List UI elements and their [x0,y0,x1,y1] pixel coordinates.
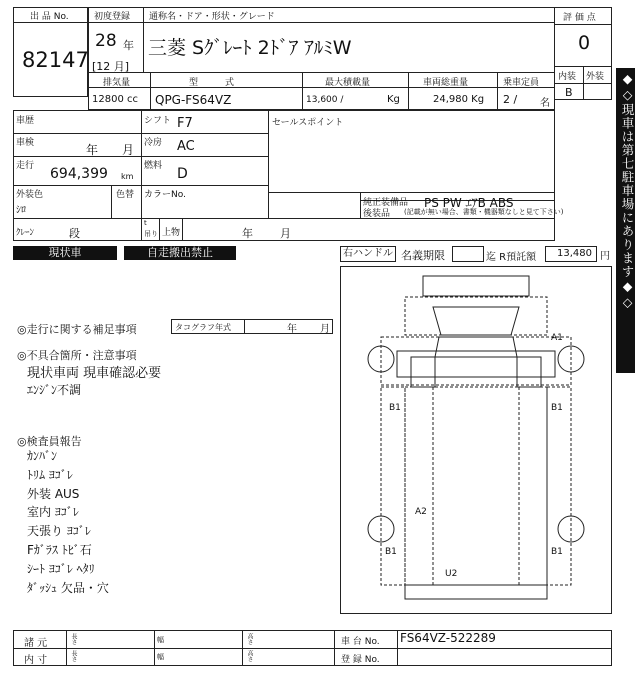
upper-year: 年 [242,227,253,240]
max-load-label: 最大積載量 [325,78,371,88]
equipment-label: 純正装備品 [363,198,409,208]
grade-box [554,7,612,100]
right-hand-box: 右ハンドル [340,246,396,262]
inspection-year: 年 [86,143,99,157]
max-load-unit: Kg [387,94,400,105]
first-reg-year: 28 [95,31,117,51]
width-label: 幅 [157,653,164,661]
inner-row-label: 内 寸 [24,655,48,666]
tacho-label: タコグラフ年式 [175,323,231,332]
details-block [13,110,564,241]
vehicle-name-label: 通称名・ドア・形状・グレード [149,12,275,22]
grade-value: 0 [578,32,591,54]
name-change-label: 名義期限 [401,249,445,262]
color-code-label: カラーNo. [144,190,186,200]
spec-row-label: 諸 元 [24,638,48,649]
lot-label: 出 品 No. [30,12,69,22]
damage-mark: B1 [385,547,397,557]
first-reg-year-suffix: 年 [123,39,134,52]
shift: F7 [177,116,193,131]
chassis-label: 車 台 No. [341,637,380,647]
vehicle-name-box [143,7,555,73]
crane-hanging: 吊り [144,230,158,238]
color: ｼﾛ [16,205,26,216]
ac: AC [177,139,195,154]
footer-table [13,630,612,666]
supplement-title: ◎走行に関する補足事項 [17,323,137,336]
length-label: 長さ [70,650,77,662]
side-banner-text: ◆◇現車は第七駐車場にあります◆◇ [620,71,635,311]
history-label: 車歴 [16,116,35,126]
chassis-number: FS64VZ-522289 [400,631,496,645]
damage-mark: B1 [551,403,563,413]
exterior-grade-label: 外装 [586,72,605,82]
damage-mark: U2 [445,569,458,579]
recycle-fee-box: 13,480 [545,246,597,262]
inspector-line: ﾄﾘﾑ ﾖｺﾞﾚ [27,467,73,482]
lot-box [13,7,88,97]
tacho-box [171,319,333,334]
no-self-drive-badge: 自走搬出禁止 [124,246,236,260]
upper-month: 月 [280,227,291,240]
shift-label: シフト [144,116,172,126]
aftermarket-label: 後装品 [363,209,391,219]
recycle-fee-label: 迄 R預託額 [486,252,537,263]
current-condition-badge: 現状車 [13,246,117,260]
equipment: PS PW ｴｱB ABS [424,196,514,210]
registration-label: 登 録 No. [341,655,380,665]
crane-ton: t [144,219,147,227]
vehicle-name: 三菱 Sｸﾞﾚｰﾄ 2ﾄﾞｱ ｱﾙﾐW [148,37,352,59]
sales-point-label: セールスポイント [272,118,344,128]
inspector-line: 天張り ﾖｺﾞﾚ [27,524,91,539]
inspector-line: ｶﾝﾊﾞﾝ [27,449,58,463]
recycle-fee-unit: 円 [600,251,610,262]
inspector-line: ﾀﾞｯｼｭ 欠品・穴 [27,580,109,595]
crane-label: ｸﾚｰﾝ [16,228,35,238]
length-label: 長さ [70,633,77,645]
side-banner [616,68,635,373]
interior-grade: B [565,86,573,99]
color-change-label: 色替 [116,190,135,200]
displacement: 12800 cc [92,94,138,105]
fuel-label: 燃料 [144,161,163,171]
tacho-month: 月 [320,324,330,335]
gross-weight: 24,980 Kg [433,94,485,105]
first-registration-box [88,7,144,73]
width-label: 幅 [157,636,164,644]
model-label: 型 式 [189,78,235,88]
inspection-label: 車検 [16,138,35,148]
inspector-report [27,447,109,597]
spec-row [88,72,555,110]
capacity-unit: 名 [540,98,550,109]
upper-body-label: 上物 [162,228,181,238]
grade-label: 評 価 点 [563,13,596,23]
inspector-line: 室内 ﾖｺﾞﾚ [27,505,79,520]
damage-mark: B1 [389,403,401,413]
inspector-line: Fｶﾞﾗｽ ﾄﾋﾞ石 [27,542,92,557]
mileage-unit: km [121,172,134,181]
fuel: D [177,166,188,182]
aftermarket-note: (記載が無い場合、書類・機器類なしと見て下さい) [404,208,564,216]
inspector-line: ｼｰﾄ ﾖｺﾞﾚ ﾍﾀﾘ [27,561,95,576]
lot-number: 82147 [22,48,89,72]
model: QPG-FS64VZ [155,93,232,107]
first-reg-label: 初度登録 [94,12,131,22]
inspector-title: ◎検査員報告 [17,435,82,448]
mileage-label: 走行 [16,161,35,171]
capacity-label: 乗車定員 [503,78,540,88]
ac-label: 冷房 [144,138,163,148]
height-label: 高さ [246,633,253,645]
inspector-line: 外装 AUS [27,486,80,501]
tacho-year: 年 [287,324,297,335]
defects-title: ◎不具合箇所・注意事項 [17,349,137,362]
damage-mark: A1 [551,333,563,343]
max-load: 13,600 / [306,95,344,105]
damage-diagram-frame [340,266,612,614]
defect-line: ｴﾝｼﾞﾝ不調 [27,383,82,397]
displacement-label: 排気量 [103,78,131,88]
inspection-month: 月 [122,143,135,157]
defect-line: 現状車両 現車確認必要 [27,366,162,381]
interior-grade-label: 内装 [558,72,577,82]
color-label: 外装色 [16,190,44,200]
crane-stages: 段 [69,227,80,240]
damage-mark: A2 [415,507,427,517]
name-change-box [452,246,484,262]
height-label: 高さ [246,650,253,662]
capacity: 2 / [503,93,518,106]
gross-weight-label: 車両総重量 [423,78,469,88]
mileage: 694,399 [50,166,108,182]
damage-mark: B1 [551,547,563,557]
truck-diagram [341,267,611,613]
first-reg-month: [12 月] [92,60,130,73]
